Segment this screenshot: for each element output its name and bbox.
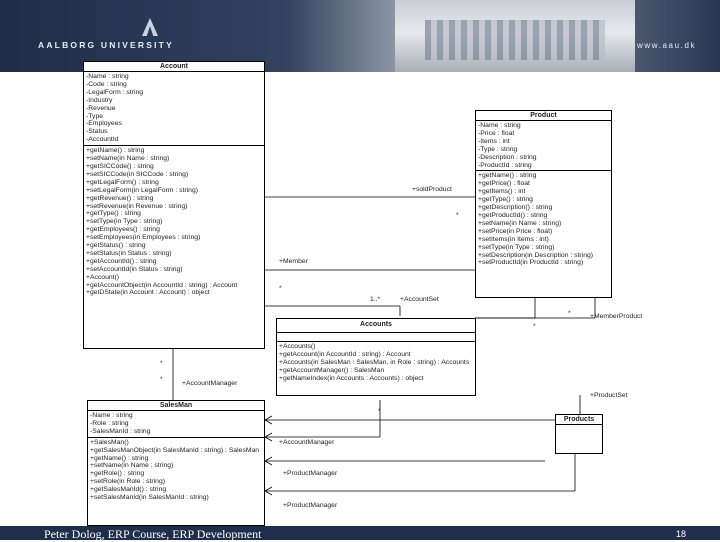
method: +setRevenue(in Revenue : string) [86, 202, 188, 210]
attribute: -Type : string [478, 145, 518, 153]
attribute: -Employees [86, 120, 122, 128]
university-url: www.aau.dk [637, 41, 697, 50]
label-member: +Member [279, 258, 308, 265]
footer-text: Peter Dolog, ERP Course, ERP Development [44, 527, 262, 541]
method: +setAccountId(in Status : string) [86, 265, 183, 273]
method: +getAccountManager() : SalesMan [279, 366, 385, 374]
class-accounts-title: Accounts [277, 319, 475, 333]
method: +setSalesManId(in SalesManId : string) [90, 494, 209, 502]
method: +getStatus() : string [86, 242, 146, 250]
label-multiplicity: * [533, 323, 536, 330]
method: +setStatus(in Status : string) [86, 249, 172, 257]
method: +setPrice(in Price : float) [478, 227, 553, 235]
attribute: -SalesManId : string [90, 427, 151, 435]
attribute: -Price : float [478, 129, 515, 137]
method: +getAccountObject(in AccountId : string) : Account [86, 281, 238, 289]
class-product-title: Product [476, 111, 611, 121]
method: +getEmployees() : string [86, 226, 160, 234]
method: +getItems() : int [478, 188, 526, 196]
class-account-title: Account [84, 62, 264, 72]
method: +getLegalForm() : string [86, 178, 159, 186]
method: +getType() : string [86, 210, 141, 218]
method: +getDState(in Account : Account) : object [86, 289, 210, 297]
class-salesman [87, 400, 265, 526]
label-account-manager: +AccountManager [182, 380, 238, 387]
attribute: -Revenue [86, 104, 116, 112]
label-sold-product: +soldProduct [412, 186, 452, 193]
class-account-attributes [84, 72, 264, 145]
method: +setEmployees(in Employees : string) [86, 234, 201, 242]
attribute: -Name : string [86, 73, 129, 80]
method: +getName() : string [90, 454, 149, 462]
class-salesman-title: SalesMan [88, 401, 264, 411]
class-products [555, 414, 603, 454]
method: +setSICCode(in SICCode : string) [86, 170, 189, 178]
attribute: -Type [86, 112, 103, 120]
method: +getSalesManId() : string [90, 486, 167, 494]
method: +setName(in Name : string) [86, 155, 170, 163]
class-products-title: Products [556, 415, 602, 425]
attribute: -Description : string [478, 153, 537, 161]
method: +setItems(in Items : int) [478, 235, 549, 243]
class-product [475, 110, 612, 298]
class-salesman-methods [88, 437, 264, 503]
method: +getRole() : string [90, 470, 145, 478]
method: +setName(in Name : string) [90, 462, 174, 470]
method: +setName(in Name : string) [478, 219, 562, 227]
page-number: 18 [676, 529, 687, 539]
label-multiplicity: * [160, 360, 163, 367]
method: +Accounts(in SalesMan : SalesMan, in Role : string) : Accounts [279, 358, 470, 366]
attribute: -AccountId [86, 136, 119, 144]
method: +Accounts() [279, 343, 316, 350]
label-product-set: +ProductSet [590, 392, 628, 399]
attribute: -Items : int [478, 137, 510, 145]
method: +getSICCode() : string [86, 162, 154, 170]
method: +Account() [86, 273, 120, 281]
class-account [83, 61, 265, 349]
method: +getName() : string [86, 147, 145, 155]
label-account-manager-2: +AccountManager [279, 439, 335, 446]
label-multiplicity: * [568, 310, 571, 317]
label-multiplicity: * [378, 408, 381, 415]
method: +setDescription(in Description : string) [478, 251, 594, 259]
attribute: -Role : string [90, 419, 129, 427]
method: +getAccount(in AccountId : string) : Account [279, 350, 411, 358]
method: +setType(in Type : string) [86, 218, 163, 226]
label-product-manager-2: +ProductManager [283, 502, 338, 509]
university-name: AALBORG UNIVERSITY [38, 40, 174, 50]
attribute: -Name : string [478, 122, 521, 129]
class-product-methods [476, 170, 611, 268]
method: +getName() : string [478, 172, 537, 180]
method: +getRevenue() : string [86, 194, 154, 202]
method: +getProductId() : string [478, 211, 548, 219]
attribute: -Name : string [90, 412, 133, 419]
method: +getSalesManObject(in SalesManId : string) : SalesMan [90, 446, 260, 454]
method: +SalesMan() [90, 438, 129, 446]
method: +setRole(in Role : string) [90, 478, 165, 486]
method: +getAccountId() : string [86, 257, 157, 265]
attribute: -Code : string [86, 80, 127, 88]
label-product-manager-1: +ProductManager [283, 470, 338, 477]
class-accounts-methods [277, 341, 475, 384]
method: +getDescription() : string [478, 204, 553, 212]
method: +getNameIndex(in Accounts : Accounts) : object [279, 374, 424, 382]
label-multiplicity: * [279, 285, 282, 292]
class-accounts [276, 318, 476, 396]
attribute: -LegalForm : string [86, 88, 144, 96]
method: +getType() : string [478, 196, 533, 204]
attribute: -Industry [86, 96, 113, 104]
attribute: -Status [86, 128, 108, 136]
class-product-attributes [476, 121, 611, 170]
method: +getPrice() : float [478, 180, 530, 188]
attribute: -ProductId : string [478, 161, 532, 169]
label-member-product: +MemberProduct [590, 313, 643, 320]
label-multiplicity: 1..* [370, 296, 381, 303]
label-multiplicity: * [456, 212, 459, 219]
class-salesman-attributes [88, 411, 264, 437]
method: +setLegalForm(in LegalForm : string) [86, 186, 199, 194]
label-multiplicity: * [160, 376, 163, 383]
label-account-set: +AccountSet [400, 296, 439, 303]
method: +setType(in Type : string) [478, 243, 555, 251]
class-account-methods [84, 145, 264, 298]
method: +setProductId(in ProductId : string) [478, 259, 584, 267]
